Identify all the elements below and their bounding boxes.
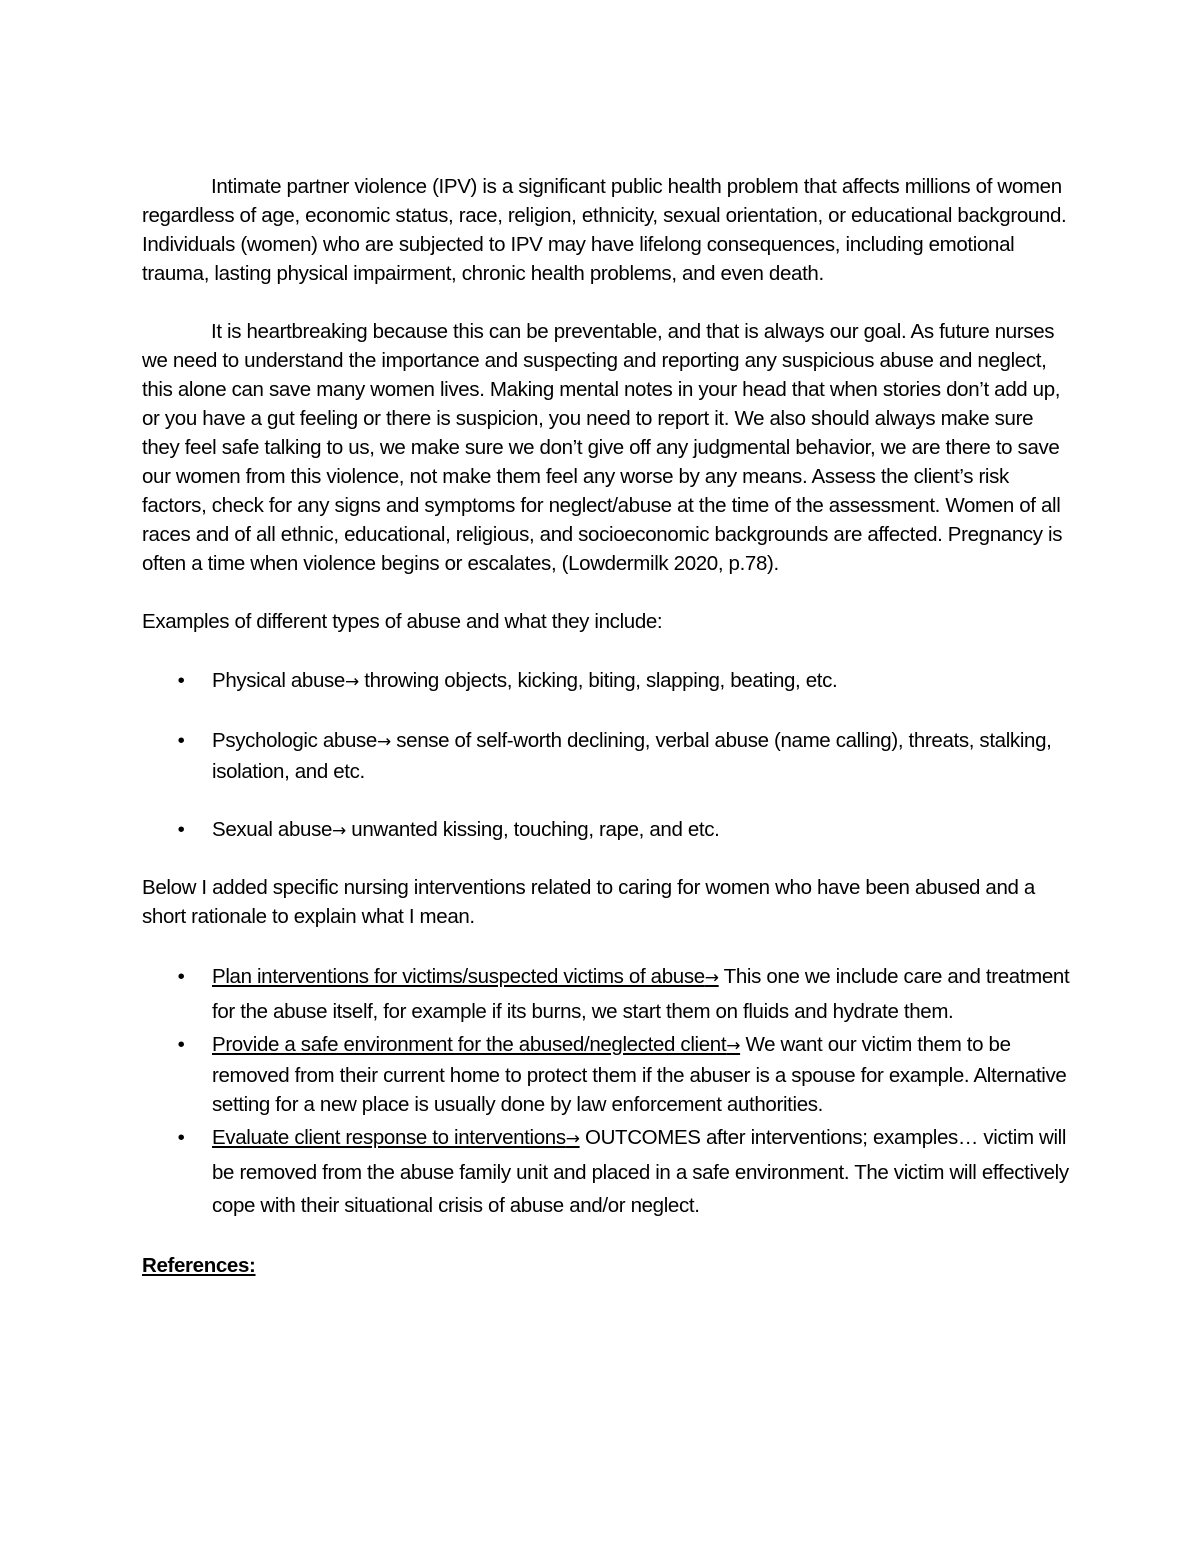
- intervention-title: Provide a safe environment for the abused/neglected client→: [212, 1033, 741, 1056]
- interventions-list: [142, 960, 1072, 1222]
- arrow-right-icon: →: [726, 1036, 741, 1056]
- list-item: [142, 726, 1072, 786]
- document-page: [142, 172, 1072, 1280]
- arrow-right-icon: →: [332, 821, 346, 841]
- abuse-type-name: Psychologic abuse: [212, 729, 377, 752]
- list-item: [142, 666, 1072, 697]
- list-item: [142, 1030, 1072, 1119]
- paragraph-ipv-overview: Intimate partner violence (IPV) is a significant public health problem that affects millions of women regardless of age, economic status, race, religion, ethnicity, sexual orientation, or educational background. Individuals (women) who are subjected to IPV may have lifelong consequences, including emotional trauma, lasting physical impairment, chronic health problems, and even death.: [142, 175, 1067, 285]
- intervention-text: This one we include care and treatment for the abuse itself, for example if its burns, we start them on fluids and hydrate them.: [212, 965, 1070, 1023]
- paragraph-prevention: It is heartbreaking because this can be preventable, and that is always our goal. As future nurses we need to understand the importance and suspecting and reporting any suspicious abuse and neglect, this alone can save many women lives. Making mental notes in your head that when stories don’t add up, or you have a gut feeling or there is suspicion, you need to report it. We also should always make sure they feel safe talking to us, we make sure we don’t give off any judgmental behavior, we are there to save our women from this violence, not make them feel any worse by any means. Assess the client’s risk factors, check for any signs and symptoms for neglect/abuse at the time of the assessment. Women of all races and of all ethnic, educational, religious, and socioeconomic backgrounds are affected. Pregnancy is often a time when violence begins or escalates, (Lowdermilk 2020, p.78).: [142, 320, 1063, 575]
- bullet-icon: •: [177, 729, 185, 752]
- bullet-icon: •: [177, 1126, 185, 1149]
- list-item: [142, 815, 1072, 846]
- abuse-type-text: unwanted kissing, touching, rape, and etc.: [345, 818, 720, 841]
- bullet-icon: •: [177, 1033, 185, 1056]
- bullet-icon: •: [177, 818, 185, 841]
- abuse-types-list: [142, 666, 1072, 846]
- intervention-text: We want our victim them to be removed from their current home to protect them if the abuser is a spouse for example. Alternative setting for a new place is usually done by law enforcement authorities.: [212, 1033, 1067, 1116]
- bullet-icon: •: [177, 669, 185, 692]
- abuse-type-text: sense of self-worth declining, verbal abuse (name calling), threats, stalking, isolation, and etc.: [212, 729, 1052, 783]
- arrow-right-icon: →: [377, 732, 391, 752]
- abuse-types-intro: Examples of different types of abuse and what they include:: [142, 610, 663, 633]
- arrow-right-icon: →: [345, 672, 359, 692]
- list-item: [142, 960, 1072, 1028]
- intervention-text: OUTCOMES after interventions; examples… victim will be removed from the abuse family unit and placed in a safe environment. The victim will effectively cope with their situational crisis of abuse and/or neglect.: [212, 1126, 1069, 1217]
- arrow-right-icon: →: [565, 1129, 580, 1149]
- abuse-type-name: Physical abuse: [212, 669, 345, 692]
- arrow-right-icon: →: [704, 968, 719, 988]
- references-heading: References:: [142, 1254, 256, 1277]
- abuse-type-name: Sexual abuse: [212, 818, 333, 841]
- list-item: [142, 1121, 1072, 1222]
- abuse-type-text: throwing objects, kicking, biting, slapping, beating, etc.: [358, 669, 838, 692]
- intervention-title: Plan interventions for victims/suspected victims of abuse→: [212, 965, 719, 988]
- intervention-title: Evaluate client response to interventions→: [212, 1126, 580, 1149]
- bullet-icon: •: [177, 965, 185, 988]
- interventions-intro: Below I added specific nursing interventions related to caring for women who have been abused and a short rationale to explain what I mean.: [142, 876, 1035, 928]
